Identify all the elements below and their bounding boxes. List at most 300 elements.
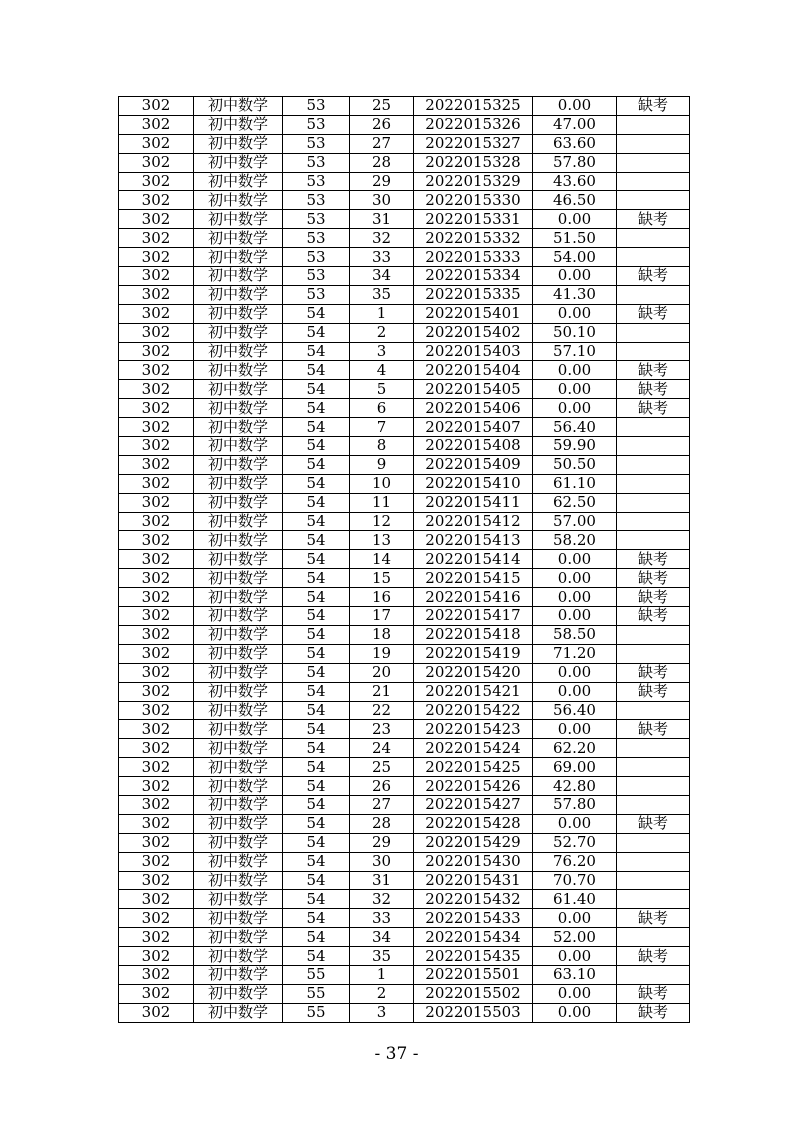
score-cell: 0.00 <box>533 682 617 701</box>
seat-cell: 1 <box>350 304 414 323</box>
subject-code-cell: 302 <box>119 890 194 909</box>
subject-name-cell: 初中数学 <box>194 682 283 701</box>
remark-cell: 缺考 <box>617 947 690 966</box>
remark-cell: 缺考 <box>617 1003 690 1022</box>
seat-cell: 20 <box>350 663 414 682</box>
remark-cell <box>617 644 690 663</box>
table-row <box>119 97 690 116</box>
subject-name-cell: 初中数学 <box>194 304 283 323</box>
subject-name-cell: 初中数学 <box>194 947 283 966</box>
exam-id-cell: 2022015429 <box>414 833 533 852</box>
room-cell: 53 <box>283 210 350 229</box>
table-row <box>119 890 690 909</box>
score-cell: 41.30 <box>533 285 617 304</box>
remark-cell: 缺考 <box>617 984 690 1003</box>
table-row <box>119 663 690 682</box>
room-cell: 54 <box>283 304 350 323</box>
room-cell: 54 <box>283 493 350 512</box>
exam-id-cell: 2022015409 <box>414 455 533 474</box>
seat-cell: 27 <box>350 134 414 153</box>
exam-id-cell: 2022015405 <box>414 380 533 399</box>
subject-name-cell: 初中数学 <box>194 493 283 512</box>
seat-cell: 2 <box>350 984 414 1003</box>
exam-id-cell: 2022015413 <box>414 531 533 550</box>
room-cell: 54 <box>283 550 350 569</box>
remark-cell: 缺考 <box>617 569 690 588</box>
exam-id-cell: 2022015418 <box>414 625 533 644</box>
remark-cell: 缺考 <box>617 399 690 418</box>
score-cell: 0.00 <box>533 720 617 739</box>
seat-cell: 35 <box>350 285 414 304</box>
subject-code-cell: 302 <box>119 267 194 286</box>
subject-name-cell: 初中数学 <box>194 663 283 682</box>
score-cell: 76.20 <box>533 852 617 871</box>
table-row <box>119 172 690 191</box>
score-cell: 56.40 <box>533 701 617 720</box>
subject-name-cell: 初中数学 <box>194 229 283 248</box>
room-cell: 53 <box>283 97 350 116</box>
room-cell: 54 <box>283 833 350 852</box>
exam-id-cell: 2022015325 <box>414 97 533 116</box>
score-cell: 62.50 <box>533 493 617 512</box>
subject-code-cell: 302 <box>119 569 194 588</box>
score-cell: 0.00 <box>533 399 617 418</box>
seat-cell: 3 <box>350 342 414 361</box>
subject-code-cell: 302 <box>119 380 194 399</box>
table-row <box>119 229 690 248</box>
subject-code-cell: 302 <box>119 928 194 947</box>
room-cell: 54 <box>283 777 350 796</box>
seat-cell: 16 <box>350 588 414 607</box>
subject-name-cell: 初中数学 <box>194 115 283 134</box>
room-cell: 54 <box>283 795 350 814</box>
table-row <box>119 928 690 947</box>
room-cell: 54 <box>283 701 350 720</box>
table-row <box>119 115 690 134</box>
seat-cell: 28 <box>350 153 414 172</box>
exam-id-cell: 2022015434 <box>414 928 533 947</box>
subject-code-cell: 302 <box>119 663 194 682</box>
subject-code-cell: 302 <box>119 399 194 418</box>
subject-name-cell: 初中数学 <box>194 588 283 607</box>
score-cell: 63.60 <box>533 134 617 153</box>
remark-cell <box>617 531 690 550</box>
seat-cell: 13 <box>350 531 414 550</box>
subject-code-cell: 302 <box>119 795 194 814</box>
remark-cell <box>617 229 690 248</box>
subject-code-cell: 302 <box>119 342 194 361</box>
remark-cell: 缺考 <box>617 814 690 833</box>
subject-code-cell: 302 <box>119 625 194 644</box>
subject-code-cell: 302 <box>119 323 194 342</box>
remark-cell: 缺考 <box>617 682 690 701</box>
room-cell: 54 <box>283 474 350 493</box>
score-cell: 47.00 <box>533 115 617 134</box>
subject-code-cell: 302 <box>119 191 194 210</box>
subject-name-cell: 初中数学 <box>194 795 283 814</box>
exam-id-cell: 2022015502 <box>414 984 533 1003</box>
remark-cell <box>617 418 690 437</box>
seat-cell: 17 <box>350 607 414 626</box>
remark-cell <box>617 493 690 512</box>
table-row <box>119 380 690 399</box>
exam-id-cell: 2022015406 <box>414 399 533 418</box>
remark-cell: 缺考 <box>617 97 690 116</box>
table-row <box>119 777 690 796</box>
remark-cell: 缺考 <box>617 909 690 928</box>
subject-code-cell: 302 <box>119 97 194 116</box>
score-cell: 0.00 <box>533 814 617 833</box>
seat-cell: 18 <box>350 625 414 644</box>
table-row <box>119 947 690 966</box>
remark-cell <box>617 455 690 474</box>
score-cell: 71.20 <box>533 644 617 663</box>
score-cell: 58.20 <box>533 531 617 550</box>
subject-name-cell: 初中数学 <box>194 720 283 739</box>
subject-code-cell: 302 <box>119 134 194 153</box>
seat-cell: 30 <box>350 852 414 871</box>
subject-code-cell: 302 <box>119 172 194 191</box>
table-row <box>119 814 690 833</box>
exam-id-cell: 2022015328 <box>414 153 533 172</box>
subject-code-cell: 302 <box>119 871 194 890</box>
subject-code-cell: 302 <box>119 229 194 248</box>
score-cell: 0.00 <box>533 909 617 928</box>
table-row <box>119 455 690 474</box>
seat-cell: 24 <box>350 739 414 758</box>
exam-id-cell: 2022015423 <box>414 720 533 739</box>
room-cell: 54 <box>283 814 350 833</box>
room-cell: 54 <box>283 323 350 342</box>
seat-cell: 12 <box>350 512 414 531</box>
exam-id-cell: 2022015327 <box>414 134 533 153</box>
score-cell: 52.70 <box>533 833 617 852</box>
exam-id-cell: 2022015407 <box>414 418 533 437</box>
exam-id-cell: 2022015425 <box>414 758 533 777</box>
subject-name-cell: 初中数学 <box>194 418 283 437</box>
subject-code-cell: 302 <box>119 437 194 456</box>
exam-id-cell: 2022015428 <box>414 814 533 833</box>
exam-id-cell: 2022015417 <box>414 607 533 626</box>
exam-id-cell: 2022015426 <box>414 777 533 796</box>
subject-code-cell: 302 <box>119 361 194 380</box>
room-cell: 54 <box>283 758 350 777</box>
remark-cell: 缺考 <box>617 588 690 607</box>
remark-cell <box>617 172 690 191</box>
seat-cell: 34 <box>350 267 414 286</box>
exam-id-cell: 2022015503 <box>414 1003 533 1022</box>
exam-id-cell: 2022015427 <box>414 795 533 814</box>
exam-id-cell: 2022015420 <box>414 663 533 682</box>
exam-id-cell: 2022015410 <box>414 474 533 493</box>
table-row <box>119 361 690 380</box>
subject-name-cell: 初中数学 <box>194 285 283 304</box>
remark-cell <box>617 890 690 909</box>
subject-code-cell: 302 <box>119 210 194 229</box>
subject-name-cell: 初中数学 <box>194 531 283 550</box>
exam-id-cell: 2022015414 <box>414 550 533 569</box>
subject-name-cell: 初中数学 <box>194 928 283 947</box>
room-cell: 54 <box>283 531 350 550</box>
score-cell: 42.80 <box>533 777 617 796</box>
exam-id-cell: 2022015404 <box>414 361 533 380</box>
room-cell: 54 <box>283 644 350 663</box>
subject-name-cell: 初中数学 <box>194 852 283 871</box>
seat-cell: 29 <box>350 833 414 852</box>
score-cell: 61.10 <box>533 474 617 493</box>
remark-cell: 缺考 <box>617 304 690 323</box>
seat-cell: 31 <box>350 210 414 229</box>
remark-cell: 缺考 <box>617 267 690 286</box>
subject-code-cell: 302 <box>119 852 194 871</box>
subject-name-cell: 初中数学 <box>194 607 283 626</box>
seat-cell: 23 <box>350 720 414 739</box>
seat-cell: 35 <box>350 947 414 966</box>
page-number: - 37 - <box>374 1044 419 1064</box>
table-row <box>119 512 690 531</box>
seat-cell: 33 <box>350 909 414 928</box>
seat-cell: 32 <box>350 890 414 909</box>
subject-code-cell: 302 <box>119 418 194 437</box>
subject-name-cell: 初中数学 <box>194 134 283 153</box>
table-row <box>119 1003 690 1022</box>
score-cell: 50.50 <box>533 455 617 474</box>
room-cell: 54 <box>283 625 350 644</box>
room-cell: 54 <box>283 399 350 418</box>
score-cell: 56.40 <box>533 418 617 437</box>
subject-name-cell: 初中数学 <box>194 909 283 928</box>
subject-name-cell: 初中数学 <box>194 97 283 116</box>
score-cell: 70.70 <box>533 871 617 890</box>
room-cell: 53 <box>283 229 350 248</box>
subject-name-cell: 初中数学 <box>194 758 283 777</box>
seat-cell: 25 <box>350 97 414 116</box>
seat-cell: 15 <box>350 569 414 588</box>
subject-name-cell: 初中数学 <box>194 248 283 267</box>
seat-cell: 2 <box>350 323 414 342</box>
room-cell: 53 <box>283 267 350 286</box>
exam-id-cell: 2022015422 <box>414 701 533 720</box>
room-cell: 54 <box>283 588 350 607</box>
room-cell: 55 <box>283 984 350 1003</box>
remark-cell <box>617 512 690 531</box>
subject-code-cell: 302 <box>119 682 194 701</box>
room-cell: 55 <box>283 965 350 984</box>
score-cell: 0.00 <box>533 588 617 607</box>
table-row <box>119 399 690 418</box>
subject-code-cell: 302 <box>119 833 194 852</box>
table-row <box>119 625 690 644</box>
subject-name-cell: 初中数学 <box>194 701 283 720</box>
seat-cell: 6 <box>350 399 414 418</box>
subject-code-cell: 302 <box>119 909 194 928</box>
room-cell: 53 <box>283 153 350 172</box>
room-cell: 54 <box>283 928 350 947</box>
table-row <box>119 474 690 493</box>
table-row <box>119 720 690 739</box>
score-cell: 63.10 <box>533 965 617 984</box>
exam-id-cell: 2022015335 <box>414 285 533 304</box>
remark-cell: 缺考 <box>617 361 690 380</box>
subject-name-cell: 初中数学 <box>194 323 283 342</box>
room-cell: 54 <box>283 890 350 909</box>
subject-name-cell: 初中数学 <box>194 871 283 890</box>
score-sheet <box>118 96 684 1023</box>
score-cell: 0.00 <box>533 984 617 1003</box>
remark-cell <box>617 871 690 890</box>
subject-name-cell: 初中数学 <box>194 625 283 644</box>
exam-id-cell: 2022015424 <box>414 739 533 758</box>
subject-name-cell: 初中数学 <box>194 267 283 286</box>
subject-code-cell: 302 <box>119 644 194 663</box>
score-cell: 0.00 <box>533 947 617 966</box>
table-row <box>119 304 690 323</box>
seat-cell: 30 <box>350 191 414 210</box>
seat-cell: 26 <box>350 777 414 796</box>
subject-code-cell: 302 <box>119 512 194 531</box>
subject-code-cell: 302 <box>119 814 194 833</box>
subject-name-cell: 初中数学 <box>194 739 283 758</box>
room-cell: 53 <box>283 248 350 267</box>
exam-id-cell: 2022015326 <box>414 115 533 134</box>
subject-code-cell: 302 <box>119 531 194 550</box>
score-cell: 57.80 <box>533 153 617 172</box>
subject-code-cell: 302 <box>119 965 194 984</box>
subject-code-cell: 302 <box>119 777 194 796</box>
exam-id-cell: 2022015329 <box>414 172 533 191</box>
subject-code-cell: 302 <box>119 115 194 134</box>
table-row <box>119 248 690 267</box>
score-cell: 52.00 <box>533 928 617 947</box>
score-cell: 0.00 <box>533 569 617 588</box>
remark-cell: 缺考 <box>617 663 690 682</box>
score-cell: 0.00 <box>533 361 617 380</box>
remark-cell <box>617 739 690 758</box>
subject-code-cell: 302 <box>119 550 194 569</box>
score-cell: 0.00 <box>533 304 617 323</box>
subject-code-cell: 302 <box>119 455 194 474</box>
score-cell: 43.60 <box>533 172 617 191</box>
table-row <box>119 342 690 361</box>
table-row <box>119 965 690 984</box>
room-cell: 53 <box>283 191 350 210</box>
exam-id-cell: 2022015416 <box>414 588 533 607</box>
table-row <box>119 210 690 229</box>
table-row <box>119 607 690 626</box>
exam-id-cell: 2022015421 <box>414 682 533 701</box>
subject-name-cell: 初中数学 <box>194 399 283 418</box>
subject-name-cell: 初中数学 <box>194 965 283 984</box>
seat-cell: 34 <box>350 928 414 947</box>
remark-cell: 缺考 <box>617 550 690 569</box>
exam-id-cell: 2022015432 <box>414 890 533 909</box>
score-cell: 0.00 <box>533 1003 617 1022</box>
seat-cell: 7 <box>350 418 414 437</box>
table-row <box>119 569 690 588</box>
remark-cell <box>617 833 690 852</box>
table-row <box>119 531 690 550</box>
seat-cell: 5 <box>350 380 414 399</box>
room-cell: 54 <box>283 512 350 531</box>
room-cell: 54 <box>283 342 350 361</box>
subject-code-cell: 302 <box>119 984 194 1003</box>
subject-name-cell: 初中数学 <box>194 172 283 191</box>
room-cell: 53 <box>283 134 350 153</box>
score-cell: 0.00 <box>533 380 617 399</box>
room-cell: 53 <box>283 285 350 304</box>
seat-cell: 25 <box>350 758 414 777</box>
exam-id-cell: 2022015403 <box>414 342 533 361</box>
room-cell: 54 <box>283 437 350 456</box>
room-cell: 54 <box>283 852 350 871</box>
remark-cell <box>617 115 690 134</box>
remark-cell <box>617 323 690 342</box>
room-cell: 54 <box>283 663 350 682</box>
room-cell: 54 <box>283 418 350 437</box>
seat-cell: 3 <box>350 1003 414 1022</box>
room-cell: 53 <box>283 115 350 134</box>
seat-cell: 10 <box>350 474 414 493</box>
score-cell: 46.50 <box>533 191 617 210</box>
remark-cell <box>617 191 690 210</box>
score-cell: 0.00 <box>533 210 617 229</box>
score-table <box>118 96 690 1023</box>
subject-code-cell: 302 <box>119 1003 194 1022</box>
table-row <box>119 833 690 852</box>
table-row <box>119 852 690 871</box>
subject-name-cell: 初中数学 <box>194 814 283 833</box>
seat-cell: 4 <box>350 361 414 380</box>
exam-id-cell: 2022015401 <box>414 304 533 323</box>
subject-name-cell: 初中数学 <box>194 474 283 493</box>
exam-id-cell: 2022015411 <box>414 493 533 512</box>
subject-code-cell: 302 <box>119 304 194 323</box>
seat-cell: 22 <box>350 701 414 720</box>
subject-name-cell: 初中数学 <box>194 890 283 909</box>
table-row <box>119 682 690 701</box>
table-row <box>119 418 690 437</box>
room-cell: 54 <box>283 871 350 890</box>
room-cell: 54 <box>283 909 350 928</box>
room-cell: 54 <box>283 682 350 701</box>
remark-cell <box>617 777 690 796</box>
subject-code-cell: 302 <box>119 720 194 739</box>
score-cell: 69.00 <box>533 758 617 777</box>
table-row <box>119 550 690 569</box>
seat-cell: 19 <box>350 644 414 663</box>
remark-cell: 缺考 <box>617 380 690 399</box>
seat-cell: 9 <box>350 455 414 474</box>
subject-code-cell: 302 <box>119 739 194 758</box>
remark-cell <box>617 625 690 644</box>
seat-cell: 11 <box>350 493 414 512</box>
subject-code-cell: 302 <box>119 474 194 493</box>
table-row <box>119 795 690 814</box>
table-row <box>119 701 690 720</box>
room-cell: 54 <box>283 380 350 399</box>
exam-id-cell: 2022015430 <box>414 852 533 871</box>
score-cell: 62.20 <box>533 739 617 758</box>
seat-cell: 33 <box>350 248 414 267</box>
subject-name-cell: 初中数学 <box>194 550 283 569</box>
subject-code-cell: 302 <box>119 607 194 626</box>
subject-name-cell: 初中数学 <box>194 569 283 588</box>
score-cell: 0.00 <box>533 550 617 569</box>
score-cell: 59.90 <box>533 437 617 456</box>
table-row <box>119 437 690 456</box>
table-row <box>119 191 690 210</box>
table-body <box>119 97 690 1023</box>
